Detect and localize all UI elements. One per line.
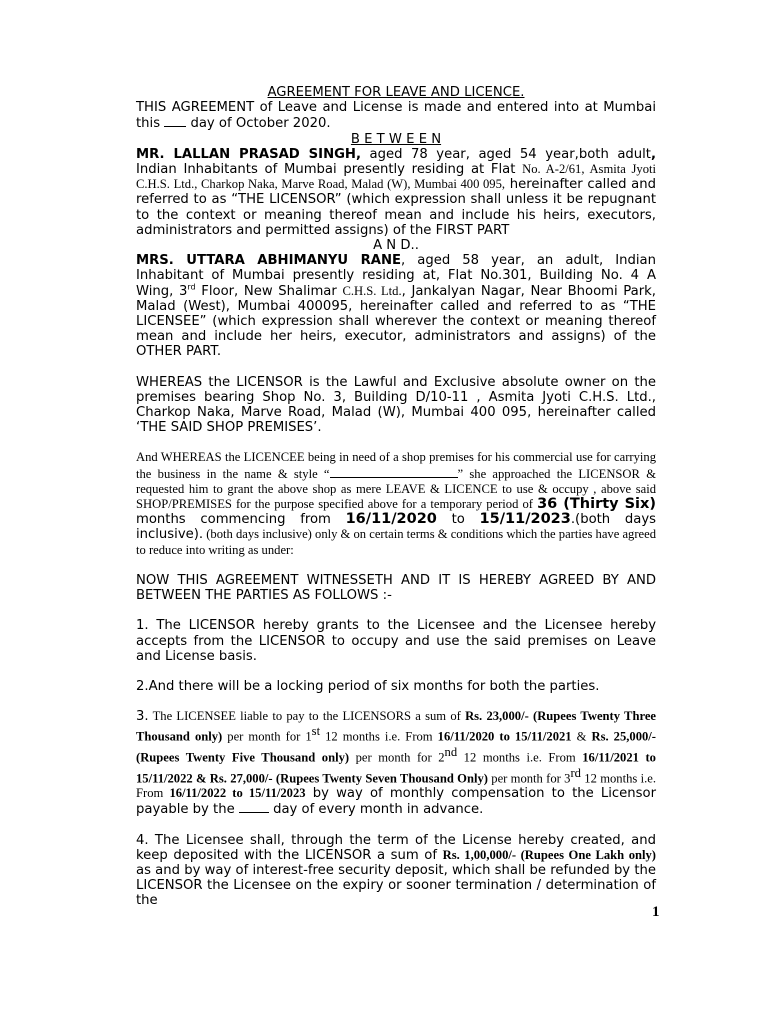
intro-line-2: Mumbai this (136, 100, 656, 132)
payment-day-blank (239, 801, 269, 813)
clause3-sup-3: rd (570, 765, 581, 780)
witnesseth-paragraph: NOW THIS AGREEMENT WITNESSETH AND IT IS HEREBY AGREED BY AND BETWEEN THE PARTIES AS FOLLOWS :- (136, 572, 656, 604)
and-heading: A N D.. (373, 238, 419, 254)
clause4-text-b: as and by way of interest-free security deposit, which shall be refunded by the LICENSOR the Licensee on the expiry or sooner termination / determination of the (136, 862, 656, 909)
clause3-text-c: 12 months i.e. From (320, 729, 438, 744)
clause3-period-2: 16/11/2021 to 15/11/2022 & Rs. 27,000/- (Rupees Twenty Seven Thousand Only) (136, 750, 656, 785)
clause-1: 1. The LICENSOR hereby grants to the Licensee and the Licensee hereby accepts from the LICENSOR to occupy and use the said premises on Leave and License basis. (136, 618, 656, 664)
whereas2-text-f: (both days inclusive) only & on certain terms & conditions which the parties have agreed to reduce into writing as under: (136, 527, 656, 557)
licensor-text-2: Indian Inhabitants of Mumbai presently residing at Flat (136, 162, 523, 178)
licensee-society: C.H.S. Ltd. (342, 283, 402, 298)
lease-end-date: 15/11/2023 (479, 511, 571, 528)
day-blank (164, 115, 186, 127)
between-heading: B E T W E E N (350, 131, 442, 147)
whereas2-text-c: months commencing from (136, 512, 346, 528)
clause-2: 2.And there will be a locking period of six months for both the parties. (136, 678, 600, 694)
licensee-paragraph (136, 253, 656, 359)
whereas2-text-b: ” she approached the LICENSOR & requested him to grant the above shop as mere LEAVE & LICENCE to use & occupy , above said SHOP/PREMISES for the purpose specified above for a temporary period of (136, 466, 656, 512)
licensor-name: MR. LALLAN PRASAD SINGH, (136, 146, 361, 162)
lease-start-date: 16/11/2020 (345, 511, 437, 528)
clause3-text-f: 12 months i.e. From (457, 750, 583, 765)
licensor-text-1: aged 78 year, aged 54 year,both adult (360, 146, 651, 162)
licensee-text-3: , Jankalyan Nagar, Near Bhoomi Park, Malad (West), Mumbai 400095, hereinafter called and referred to as “THE LICENSEE” (which expression shall wherever the context or meaning thereof mean and include her heirs, executor, administrators and assigns) of the OTHER PART. (136, 283, 656, 360)
clause3-text-b: per month for 1 (222, 729, 312, 744)
whereas-paragraph-2 (136, 450, 656, 557)
clause3-text-h: 12 months i.e. From (136, 770, 657, 801)
clause3-period-1: 16/11/2020 to 15/11/2021 (437, 729, 572, 744)
clause-4 (136, 833, 656, 909)
intro-paragraph (136, 100, 656, 131)
page-number: 1 (652, 904, 660, 920)
intro-line-2b: day of October 2020. (190, 116, 331, 132)
licensor-comma: , (650, 146, 656, 162)
clause3-text-i: by way of monthly compensation to the Licensor payable by the (136, 786, 656, 818)
whereas2-text-d: to (436, 512, 480, 528)
licensor-paragraph (136, 147, 656, 238)
whereas2-text-e: .(both days inclusive). (136, 512, 656, 543)
clause3-text-j: day of every month in advance. (268, 802, 484, 818)
licensor-text-3: hereinafter called and referred to as “THE LICENSOR” (which expression shall unless it be repugnant to the context or meaning thereof mean and include his heirs, executors, administrators and permitted assigns) of the FIRST PART (136, 177, 656, 238)
clause4-text-a: 4. The Licensee shall, through the term of the License hereby created, and keep deposited with the LICENSOR a sum of (136, 832, 656, 863)
clause3-text-g: per month for 3 (487, 770, 571, 785)
licensee-text-1: , aged 58 year, an adult, Indian Inhabitant of Mumbai presently residing at, Flat No.301, Building No. 4 A Wing, 3 (136, 253, 656, 299)
licensee-name: MRS. UTTARA ABHIMANYU RANE (136, 253, 401, 269)
business-name-blank (330, 466, 458, 478)
licensor-address: No. A-2/61, Asmita Jyoti C.H.S. Ltd., Charkop Naka, Marve Road, Malad (W), Mumbai 400 095, (136, 162, 657, 192)
clause3-amount-2: Rs. 25,000/- (Rupees Twenty Five Thousand only) (136, 729, 656, 765)
whereas2-text-a: And WHEREAS the LICENCEE being in need of a shop premises for his commercial use for carrying the business in the name & style “ (136, 450, 656, 481)
clause3-text-d: & (571, 729, 592, 744)
agreement-title: AGREEMENT FOR LEAVE AND LICENCE. (267, 85, 525, 100)
clause3-amount-1: Rs. 23,000/- (Rupees Twenty Three Thousand only) (136, 709, 656, 744)
licensee-sup: rd (187, 282, 196, 292)
licensee-text-2: Floor, New Shalimar (195, 283, 343, 299)
clause3-text-e: per month for 2 (349, 750, 445, 765)
clause3-number: 3. (136, 709, 149, 725)
document-body (136, 85, 656, 909)
clause3-period-3: 16/11/2022 to 15/11/2023 (169, 786, 306, 801)
intro-line-1: THIS AGREEMENT of Leave and License is made and entered into at (136, 100, 598, 116)
lease-period: 36 (Thirty Six) (537, 496, 656, 513)
clause3-text-a: The LICENSEE liable to pay to the LICENSORS a sum of (148, 709, 466, 724)
clause3-sup-2: nd (444, 744, 458, 759)
deposit-amount: Rs. 1,00,000/- (Rupees One Lakh only) (442, 847, 656, 862)
clause3-sup-1: st (311, 724, 321, 739)
clause-3 (136, 709, 656, 817)
whereas-paragraph-1: WHEREAS the LICENSOR is the Lawful and Exclusive absolute owner on the premises bearing Shop No. 3, Building D/10-11 , Asmita Jyoti C.H.S. Ltd., Charkop Naka, Marve Road, Malad (W), Mumbai 400 095, hereinafter called ‘THE SAID SHOP PREMISES’. (136, 374, 656, 436)
